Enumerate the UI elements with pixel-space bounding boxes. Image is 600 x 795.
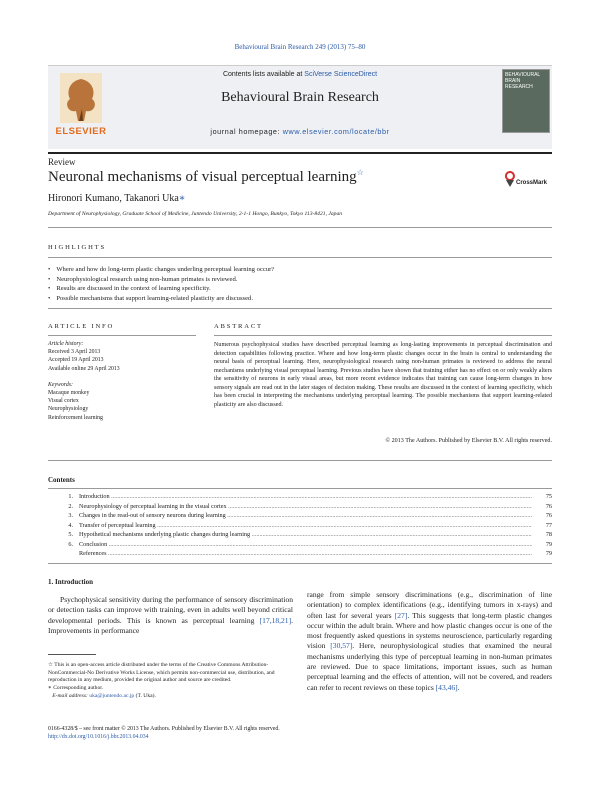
toc-page: 76 — [545, 512, 552, 519]
toc-entry[interactable] — [48, 549, 552, 559]
toc-title[interactable]: Changes in the read-out of sensory neurons during learning ..... — [79, 511, 532, 521]
corresponding-author-footnote: ∗ Corresponding author. — [48, 685, 104, 692]
keyword: Macaque monkey — [48, 390, 90, 397]
contents-prefix: Contents lists available at — [222, 71, 303, 78]
toc-title[interactable]: Conclusion ..... — [79, 540, 532, 550]
crossmark-label[interactable]: CrossMark — [516, 180, 548, 186]
toc-title[interactable]: Introduction ..... — [79, 492, 532, 502]
doi-link[interactable]: http://dx.doi.org/10.1016/j.bbr.2013.04.034 — [48, 734, 149, 740]
crossmark-icon[interactable] — [504, 170, 516, 188]
toc-page: 76 — [545, 502, 552, 510]
issn-line: 0166-4328/$ – see front matter © 2013 The Authors. Published by Elsevier B.V. All rights reserved. — [48, 726, 280, 732]
article-title-text: Neuronal mechanisms of visual perceptual learning — [48, 169, 357, 185]
article-title — [48, 168, 364, 186]
elsevier-wordmark: ELSEVIER — [55, 126, 107, 137]
header-divider — [48, 152, 552, 154]
toc-number: 4. — [68, 521, 73, 529]
introduction-paragraph-right — [307, 590, 552, 693]
toc-title[interactable]: Neurophysiology of perceptual learning in the visual cortex ..... — [79, 502, 532, 512]
toc-number: 3. — [68, 512, 73, 519]
keyword: Neurophysiology — [48, 406, 89, 413]
introduction-paragraph-left — [48, 595, 293, 636]
section-heading-introduction: 1. Introduction — [48, 578, 93, 586]
citation-link[interactable]: [17,18,21] — [259, 615, 292, 625]
article-info-heading: ARTICLE INFO — [48, 323, 115, 330]
toc-entry[interactable] — [48, 540, 552, 550]
email-suffix: (T. Uka). — [135, 692, 156, 699]
toc-title[interactable]: Hypothetical mechanisms underlying plastic changes during learning ..... — [79, 530, 532, 540]
footnotes — [48, 662, 293, 701]
keywords-label: Keywords: — [48, 381, 73, 388]
keyword: Reinforcement learning — [48, 414, 103, 421]
body-text: . Improvements in performance — [48, 615, 293, 635]
history-accepted: Accepted 19 April 2013 — [48, 357, 104, 364]
journal-title: Behavioural Brain Research — [221, 90, 379, 105]
highlight-item: • Neurophysiological research using non-human primates is reviewed. — [48, 275, 274, 285]
history-online: Available online 29 April 2013 — [48, 365, 120, 372]
abstract-heading: ABSTRACT — [214, 323, 263, 330]
email-link[interactable]: uka@juntendo.ac.jp — [89, 692, 135, 699]
toc-page: 79 — [545, 540, 552, 548]
email-footnote — [48, 693, 293, 701]
corresponding-author-mark[interactable]: ∗ — [178, 193, 186, 204]
toc-entry[interactable] — [48, 521, 552, 531]
toc-page: 75 — [545, 493, 552, 500]
highlights-list — [48, 265, 274, 303]
history-received: Received 3 April 2013 — [48, 349, 101, 356]
homepage-link[interactable]: www.elsevier.com/locate/bbr — [282, 127, 390, 136]
toc-number: 6. — [68, 540, 73, 548]
authors-text: Hironori Kumano, Takanori Uka — [48, 193, 179, 204]
abstract-text: Numerous psychophysical studies have described perceptual learning as long-lasting improvements in perceptual discrimination and detection capabilities following practice. Where and how long-term plastic changes occur in the brain is central to understanding the neural basis of perceptual learning. Here, neurophysiological research using non-human primates is reviewed to address the neural mechanisms underlying visual perceptual learning. Previous studies have shown that training either has no effect on or only weakly alters the sensitivity of neurons in early visual areas, but more recent evidence indicates that training can cause long-term changes in how sensory signals are read out in the later stages of decision making. These results are discussed in the context of learning specificity, which has been crucial in interpreting the mechanisms underlying perceptual learning. The possible mechanisms that support learning-related plasticity are also discussed. — [214, 342, 552, 408]
citation-link[interactable]: [43,46] — [435, 682, 458, 692]
journal-cover-title: BEHAVIOURAL BRAIN RESEARCH — [505, 72, 541, 90]
footnote-divider — [48, 654, 96, 655]
divider — [48, 335, 196, 336]
highlight-item: • Where and how do long-term plastic changes underling perceptual learning occur? — [48, 265, 274, 275]
citation-link[interactable]: [30,57] — [330, 641, 353, 651]
toc-number: 5. — [68, 531, 73, 538]
citation-link[interactable]: [27] — [394, 610, 408, 620]
highlight-item: • Results are discussed in the context of learning specificity. — [48, 284, 274, 294]
copyright-notice: © 2013 The Authors. Published by Elsevier B.V. All rights reserved. — [385, 438, 552, 444]
affiliation: Department of Neurophysiology, Graduate School of Medicine, Juntendo University, 2-1-1 Hongo, Bunkyo, Tokyo 113-8421, Japan — [48, 211, 343, 217]
body-text: Psychophysical sensitivity during the performance of sensory discrimination or detection tasks can improve with training, even in adults well beyond critical developmental periods. This is known as perceptual learning — [48, 595, 293, 625]
title-footnote-mark[interactable]: ☆ — [356, 168, 364, 177]
divider — [48, 563, 552, 564]
toc-page: 78 — [545, 531, 552, 538]
toc-entry[interactable] — [48, 502, 552, 512]
keyword: Visual cortex — [48, 398, 79, 405]
toc-title[interactable]: Transfer of perceptual learning ..... — [79, 521, 532, 531]
history-label: Article history: — [48, 341, 84, 347]
article-type: Review — [48, 157, 76, 167]
article-info — [48, 340, 196, 422]
toc-number — [48, 549, 79, 559]
contents-heading: Contents — [48, 476, 75, 484]
journal-homepage — [120, 127, 480, 136]
highlight-item: • Possible mechanisms that support learning-related plasticity are discussed. — [48, 294, 274, 304]
toc-number: 1. — [68, 493, 73, 500]
elsevier-tree-logo — [52, 69, 110, 133]
divider — [48, 460, 552, 461]
body-text: range from simple sensory discriminations (e.g., discrimination of line orientation) to complex identifications (e.g., identifying tumors in x-rays) and often last for several years — [307, 590, 552, 620]
divider — [214, 335, 552, 336]
toc-entry[interactable] — [48, 511, 552, 521]
sciencedirect-link[interactable]: SciVerse ScienceDirect — [304, 71, 378, 78]
toc-entry[interactable] — [48, 530, 552, 540]
divider — [48, 488, 552, 489]
publication-info — [48, 725, 348, 741]
toc-page: 77 — [545, 521, 552, 529]
toc-number: 2. — [68, 502, 73, 510]
contents-availability — [120, 71, 480, 78]
email-label: E-mail address: — [52, 692, 88, 699]
body-text: . — [457, 682, 460, 692]
homepage-prefix: journal homepage: — [210, 127, 281, 136]
license-footnote: ☆ This is an open-access article distributed under the terms of the Creative Commons Attribution-NonCommercial-No Derivative Works License, which permits non-commercial use, distribution, and reproduction in any medium, provided the original author and source are credited. — [48, 662, 275, 684]
toc-title[interactable]: References ..... — [79, 549, 532, 559]
body-text: . This suggests that long-term plastic changes occur within the adult brain. Where and how plastic changes occur is one of the most frequently asked questions in systems neuroscience, particularly regarding vision — [307, 610, 552, 651]
highlights-heading: HIGHLIGHTS — [48, 244, 106, 251]
divider — [48, 257, 552, 258]
journal-reference[interactable]: Behavioural Brain Research 249 (2013) 75–80 — [234, 43, 366, 51]
table-of-contents — [48, 492, 552, 559]
author-list — [48, 193, 186, 204]
toc-entry[interactable] — [48, 492, 552, 502]
divider — [48, 308, 552, 309]
divider — [48, 227, 552, 228]
body-text: . Here, neurophysiological studies that examined the neural mechanisms underlying this type of perceptual learning in non-human primates are reviewed. Due to space limitations, important issues, such as human perceptual learning and the effects of attention, will not be covered, and readers can refer to recent reviews on these topics — [307, 641, 553, 692]
toc-page: 79 — [545, 550, 552, 557]
